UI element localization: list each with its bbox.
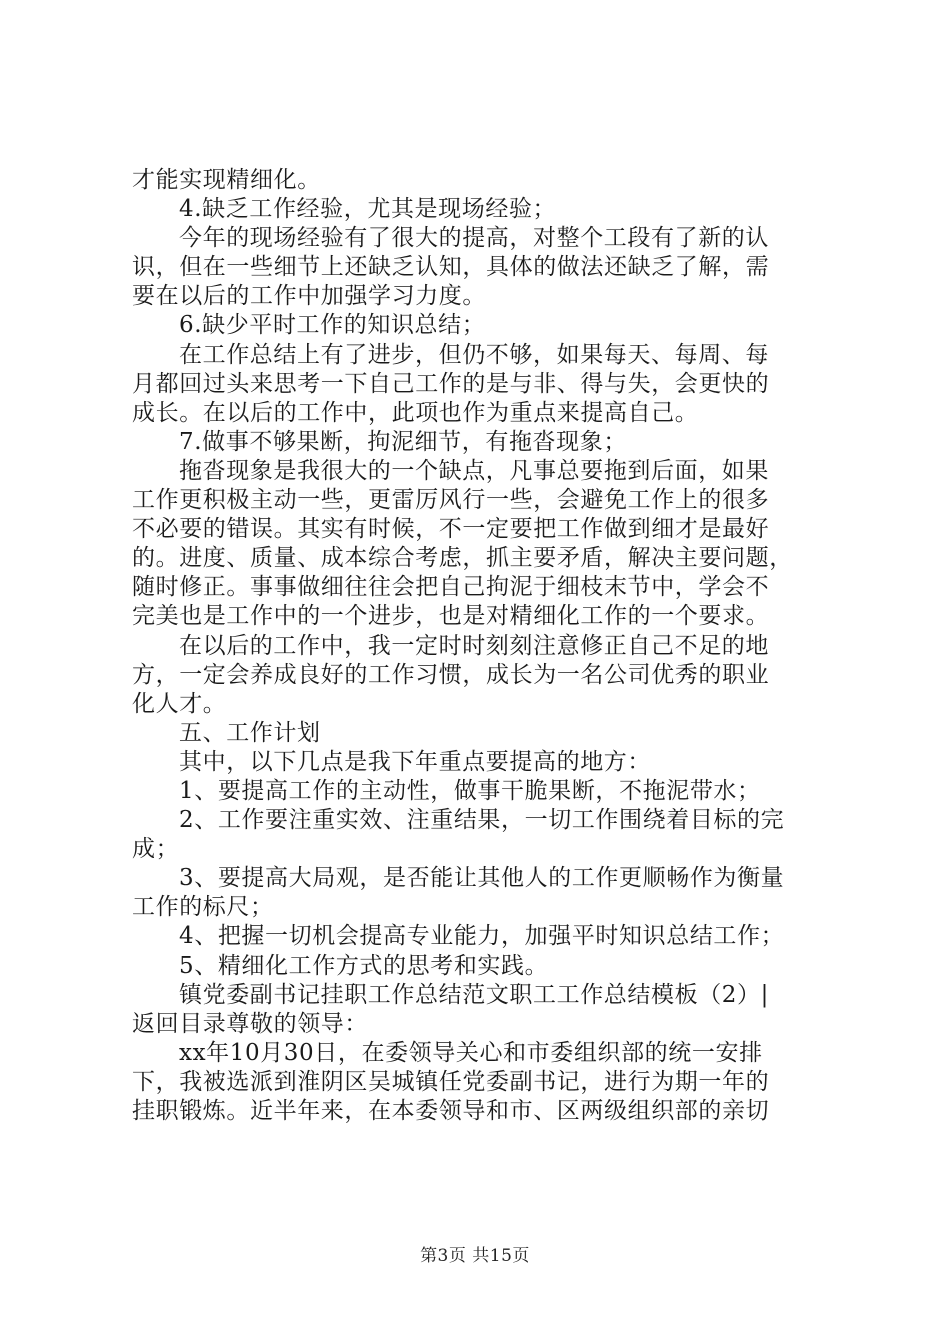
page-number-footer: 第3页 共15页 xyxy=(420,1246,530,1266)
text-line: 在工作总结上有了进步，但仍不够，如果每天、每周、每 xyxy=(179,341,769,368)
text-line: 工作更积极主动一些，更雷厉风行一些，会避免工作上的很多 xyxy=(132,487,770,514)
text-line: xx年10月30日，在委领导关心和市委组织部的统一安排 xyxy=(179,1039,763,1066)
text-line: 今年的现场经验有了很大的提高，对整个工段有了新的认 xyxy=(179,225,769,252)
text-line: 识，但在一些细节上还缺乏认知，具体的做法还缺乏了解，需 xyxy=(132,254,770,281)
text-line: 不必要的错误。其实有时候，不一定要把工作做到细才是最好 xyxy=(132,516,770,543)
text-line: 4.缺乏工作经验，尤其是现场经验； xyxy=(179,196,557,223)
text-line: 工作的标尺； xyxy=(132,894,274,921)
text-line: 月都回过头来思考一下自己工作的是与非、得与失，会更快的 xyxy=(132,370,770,397)
document-body xyxy=(132,166,832,1126)
list-item: 5、精细化工作方式的思考和实践。 xyxy=(179,952,549,979)
text-line: 镇党委副书记挂职工作总结范文职工工作总结模板（2）| xyxy=(179,981,769,1008)
text-line: 方，一定会养成良好的工作习惯，成长为一名公司优秀的职业 xyxy=(132,661,770,688)
text-line: 其中，以下几点是我下年重点要提高的地方： xyxy=(179,748,651,775)
list-item: 1、要提高工作的主动性，做事干脆果断，不拖泥带水； xyxy=(179,777,761,804)
text-line: 的。进度、质量、成本综合考虑，抓主要矛盾，解决主要问题， xyxy=(132,545,793,572)
text-line: 要在以后的工作中加强学习力度。 xyxy=(132,283,486,310)
text-line: 才能实现精细化。 xyxy=(132,167,321,193)
text-line: 拖沓现象是我很大的一个缺点，凡事总要拖到后面，如果 xyxy=(179,457,769,484)
text-line: 7.做事不够果断，拘泥细节，有拖沓现象； xyxy=(179,428,627,455)
text-line: 挂职锻炼。近半年来，在本委领导和市、区两级组织部的亲切 xyxy=(132,1098,770,1124)
text-line: 完美也是工作中的一个进步，也是对精细化工作的一个要求。 xyxy=(132,603,770,630)
text-line: 下，我被选派到淮阴区吴城镇任党委副书记，进行为期一年的 xyxy=(132,1068,770,1095)
text-line: 在以后的工作中，我一定时时刻刻注意修正自己不足的地 xyxy=(179,632,769,659)
list-item: 2、工作要注重实效、注重结果，一切工作围绕着目标的完 xyxy=(179,807,785,834)
text-line: 6.缺少平时工作的知识总结； xyxy=(179,312,486,339)
text-line: 成长。在以后的工作中，此项也作为重点来提高自己。 xyxy=(132,399,699,426)
text-line: 成； xyxy=(132,836,180,863)
text-line: 随时修正。事事做细往往会把自己拘泥于细枝末节中，学会不 xyxy=(132,574,770,601)
text-line: 化人才。 xyxy=(132,690,227,717)
section-heading: 五、工作计划 xyxy=(179,719,321,746)
list-item: 4、把握一切机会提高专业能力，加强平时知识总结工作； xyxy=(179,923,785,950)
text-line: 返回目录尊敬的领导： xyxy=(132,1010,368,1037)
list-item: 3、要提高大局观，是否能让其他人的工作更顺畅作为衡量 xyxy=(179,865,785,892)
